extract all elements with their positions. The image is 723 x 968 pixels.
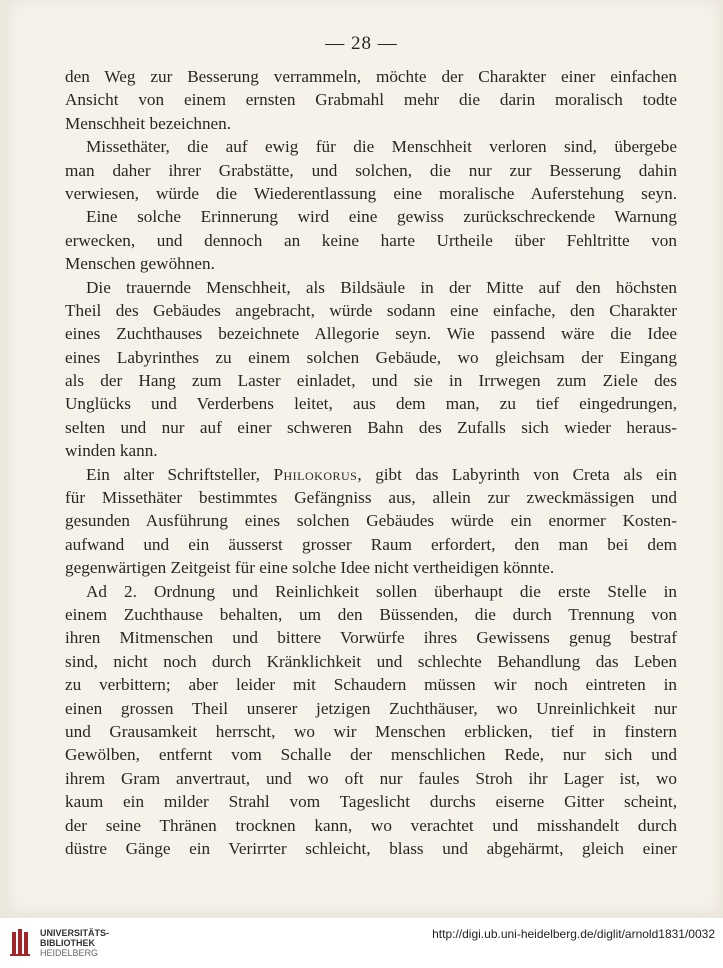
text-line: eines Labyrinthes zu einem solchen Gebäude, wo gleichsam der Eingang	[65, 347, 677, 367]
text-line: Ad 2. Ordnung und Reinlichkeit sollen überhaupt die erste Stelle in	[86, 581, 677, 601]
text-line: gesunden Ausführung eines solchen Gebäudes würde ein enormer Kosten-	[65, 511, 677, 531]
text-line: Unglücks und Verderbens leitet, aus dem man, zu tief eingedrungen,	[65, 394, 677, 414]
library-logo-text	[40, 928, 109, 958]
text-line: düstre Gänge ein Verirrter schleicht, blass und abgehärmt, gleich einer	[65, 838, 677, 858]
text-line: gegenwärtigen Zeitgeist für eine solche Idee nicht vertheidigen könnte.	[65, 558, 555, 578]
permalink-url[interactable]: http://digi.ub.uni-heidelberg.de/diglit/arnold1831/0032	[432, 927, 715, 941]
text-line: der seine Thränen trocknen kann, wo verachtet und misshandelt durch	[65, 815, 677, 835]
viewer-footer	[0, 917, 723, 968]
text-line: Theil des Gebäudes angebracht, würde sodann eine einfache, den Charakter	[65, 300, 677, 320]
text-line: einem Zuchthause behalten, um den Büssenden, die durch Trennung von	[65, 604, 677, 624]
text-line: Die trauernde Menschheit, als Bildsäule in der Mitte auf den höchsten	[86, 277, 677, 297]
body-text	[65, 65, 677, 860]
text-line: verwiesen, würde die Wiederentlassung eine moralische Auferstehung seyn.	[65, 183, 677, 203]
text-line: erwecken, und dennoch an keine harte Urtheile über Fehltritte von	[65, 230, 677, 250]
text-line: Gewölben, entfernt vom Schalle der menschlichen Rede, nur sich und	[65, 745, 677, 765]
text-line: aufwand und ein äusserst grosser Raum erfordert, den man bei dem	[65, 534, 677, 554]
text-line: Missethäter, die auf ewig für die Menschheit verloren sind, übergebe	[86, 137, 677, 157]
text-line: kaum ein milder Strahl vom Tageslicht durchs eiserne Gitter scheint,	[65, 792, 677, 812]
text-line: Menschen gewöhnen.	[65, 254, 215, 274]
logo-line: BIBLIOTHEK	[40, 938, 95, 948]
text-line: einen grossen Theil unserer jetzigen Zuchthäuser, wo Unreinlichkeit nur	[65, 698, 677, 718]
library-logo-icon	[9, 926, 35, 958]
logo-line: UNIVERSITÄTS-	[40, 928, 110, 938]
text-line: ihrem Gram anvertraut, und wo oft nur faules Stroh ihr Lager ist, wo	[65, 768, 677, 788]
text-line: man daher ihrer Grabstätte, und solchen, die nur zur Besserung dahin	[65, 160, 677, 180]
text-segment: Ein alter Schriftsteller,	[86, 464, 260, 484]
text-line: den Weg zur Besserung verrammeln, möchte der Charakter einer einfachen	[65, 67, 677, 86]
text-line: Eine solche Erinnerung wird eine gewiss zurückschreckende Warnung	[86, 207, 677, 227]
text-line: als der Hang zum Laster einladet, und sie in Irrwegen zum Ziele des	[65, 371, 677, 391]
page-number: — 28 —	[325, 33, 398, 54]
text-segment: , gibt das Labyrinth von Creta als ein	[357, 464, 677, 484]
text-line: Ansicht von einem ernsten Grabmahl mehr die darin moralisch todte	[65, 90, 677, 110]
logo-line: HEIDELBERG	[40, 948, 99, 958]
text-line: für Missethäter bestimmtes Gefängniss aus, allein zur zweckmässigen und	[65, 488, 677, 508]
text-line: sind, nicht noch durch Kränklichkeit und schlechte Behandlung das Leben	[65, 651, 677, 671]
text-line: eines Zuchthauses bezeichnete Allegorie seyn. Wie passend wäre die Idee	[65, 324, 677, 344]
text-line	[65, 463, 677, 486]
text-line: ihren Mitmenschen und bittere Vorwürfe ihres Gewissens genug bestraf	[65, 628, 677, 648]
text-line: und Grausamkeit herrscht, wo wir Menschen erblicken, tief in finstern	[65, 721, 677, 741]
text-line: Menschheit bezeichnen.	[65, 113, 232, 133]
text-line: selten und nur auf einer schweren Bahn des Zufalls sich wieder heraus-	[65, 417, 677, 437]
text-line: winden kann.	[65, 441, 158, 461]
author-name: Philokorus	[273, 464, 358, 484]
text-line: zu verbittern; aber leider mit Schaudern müssen wir noch eintreten in	[65, 675, 677, 695]
